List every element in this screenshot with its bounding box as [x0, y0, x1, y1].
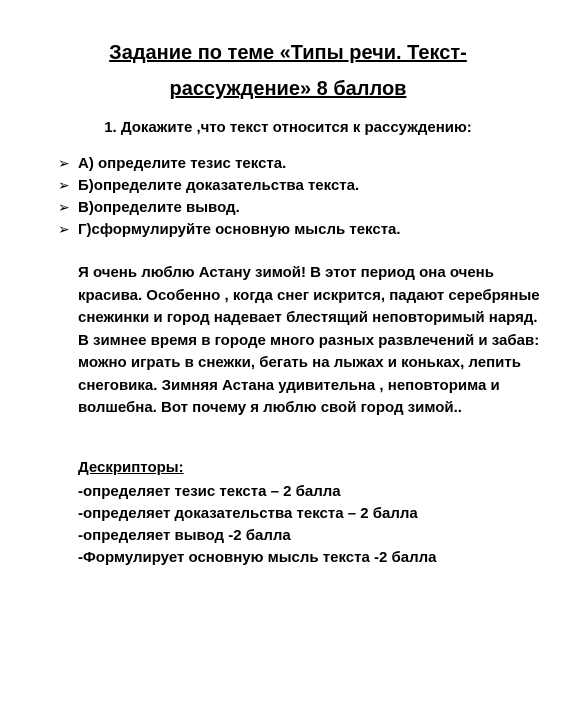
- descriptor-item: -определяет вывод -2 балла: [78, 527, 291, 544]
- descriptors-list: [78, 481, 437, 569]
- descriptor-item: -определяет доказательства текста – 2 балла: [78, 505, 418, 522]
- task-question: 1. Докажите ,что текст относится к рассуждению:: [104, 119, 472, 136]
- task-item-text: Б)определите доказательства текста.: [78, 177, 360, 194]
- arrow-bullet-icon: ➢: [58, 178, 70, 194]
- descriptors-heading: Дескрипторы:: [78, 459, 184, 476]
- task-item-text: В)определите вывод.: [78, 199, 240, 216]
- descriptor-item: -Формулирует основную мысль текста -2 балла: [78, 549, 437, 566]
- task-item: [58, 219, 401, 241]
- arrow-bullet-icon: ➢: [58, 200, 70, 216]
- task-item: [58, 153, 401, 175]
- task-item-text: А) определите тезис текста.: [78, 155, 287, 172]
- descriptor-item: -определяет тезис текста – 2 балла: [78, 483, 341, 500]
- task-item: [58, 175, 401, 197]
- arrow-bullet-icon: ➢: [58, 222, 70, 238]
- task-item: [58, 197, 401, 219]
- arrow-bullet-icon: ➢: [58, 156, 70, 172]
- document-title: Задание по теме «Типы речи. Текст-рассуждение» 8 баллов: [109, 42, 467, 100]
- task-items-list: [58, 153, 401, 241]
- reading-text: Я очень люблю Астану зимой! В этот период она очень красива. Особенно , когда снег искрится, падают серебряные снежинки и город надевает блестящий неповторимый наряд. В зимнее время в городе много разных развлечений и забав: можно играть в снежки, бегать на лыжах и коньках, лепить снеговика. Зимняя Астана удивительна , неповторима и волшебна. Вот почему я люблю свой город зимой..: [78, 264, 540, 416]
- task-item-text: Г)сформулируйте основную мысль текста.: [78, 221, 401, 238]
